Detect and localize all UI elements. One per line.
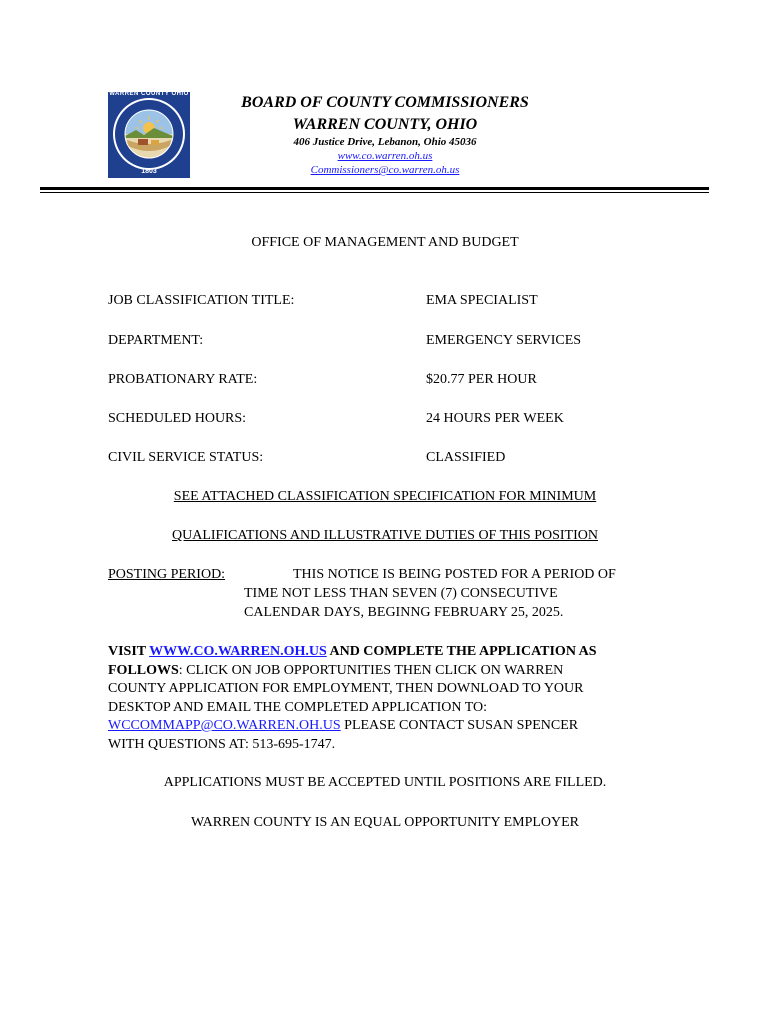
board-title: BOARD OF COUNTY COMMISSIONERS	[241, 94, 529, 111]
rate-value: $20.77 PER HOUR	[426, 372, 537, 387]
visit-after-link: AND COMPLETE THE APPLICATION AS	[326, 644, 597, 659]
instructions-line6: WITH QUESTIONS AT: 513-695-1747.	[108, 736, 336, 752]
rate-label: PROBATIONARY RATE:	[108, 372, 258, 387]
header-divider	[40, 187, 709, 190]
header-divider-thin	[40, 192, 709, 193]
county-title: WARREN COUNTY, OHIO	[292, 116, 478, 133]
visit-prefix: VISIT	[108, 644, 150, 659]
job-title-label: JOB CLASSIFICATION TITLE:	[108, 293, 295, 308]
see-attached-line2: QUALIFICATIONS AND ILLUSTRATIVE DUTIES OF THIS POSITION	[172, 528, 598, 543]
applications-note: APPLICATIONS MUST BE ACCEPTED UNTIL POSITIONS ARE FILLED.	[163, 775, 607, 790]
department-label: DEPARTMENT:	[108, 333, 204, 348]
office-heading: OFFICE OF MANAGEMENT AND BUDGET	[251, 235, 519, 250]
posting-text-line2: TIME NOT LESS THAN SEVEN (7) CONSECUTIVE	[244, 586, 558, 601]
see-attached-line1: SEE ATTACHED CLASSIFICATION SPECIFICATION FOR MINIMUM	[173, 489, 597, 504]
application-instructions	[108, 643, 597, 754]
civil-service-value: CLASSIFIED	[426, 450, 506, 465]
hours-label: SCHEDULED HOURS:	[108, 411, 247, 426]
application-email-link[interactable]: WCCOMMAPP@CO.WARREN.OH.US	[108, 718, 341, 733]
instructions-line2: : CLICK ON JOB OPPORTUNITIES THEN CLICK ON WARREN	[178, 662, 564, 678]
seal-year: 1803	[141, 168, 157, 175]
seal-caption: WARREN COUNTY OHIO	[109, 91, 189, 97]
hours-value: 24 HOURS PER WEEK	[426, 411, 564, 426]
civil-service-label: CIVIL SERVICE STATUS:	[108, 450, 264, 465]
follows-label: FOLLOWS	[108, 662, 179, 678]
address: 406 Justice Drive, Lebanon, Ohio 45036	[293, 136, 477, 148]
posting-period-label: POSTING PERIOD:	[108, 567, 226, 582]
county-website-link[interactable]: WWW.CO.WARREN.OH.US	[149, 644, 327, 659]
posting-text-line1: THIS NOTICE IS BEING POSTED FOR A PERIOD OF	[293, 567, 616, 582]
eeo-statement: WARREN COUNTY IS AN EQUAL OPPORTUNITY EMPLOYER	[190, 815, 580, 830]
department-value: EMERGENCY SERVICES	[426, 333, 582, 348]
instructions-line5: PLEASE CONTACT SUSAN SPENCER	[340, 718, 579, 733]
instructions-line4: DESKTOP AND EMAIL THE COMPLETED APPLICATION TO:	[108, 699, 488, 715]
posting-text-line3: CALENDAR DAYS, BEGINNG FEBRUARY 25, 2025.	[244, 605, 564, 620]
website-link[interactable]: www.co.warren.oh.us	[337, 150, 433, 162]
instructions-line3: COUNTY APPLICATION FOR EMPLOYMENT, THEN DOWNLOAD TO YOUR	[108, 681, 584, 696]
job-title-value: EMA SPECIALIST	[426, 293, 538, 308]
email-link[interactable]: Commissioners@co.warren.oh.us	[310, 164, 460, 176]
